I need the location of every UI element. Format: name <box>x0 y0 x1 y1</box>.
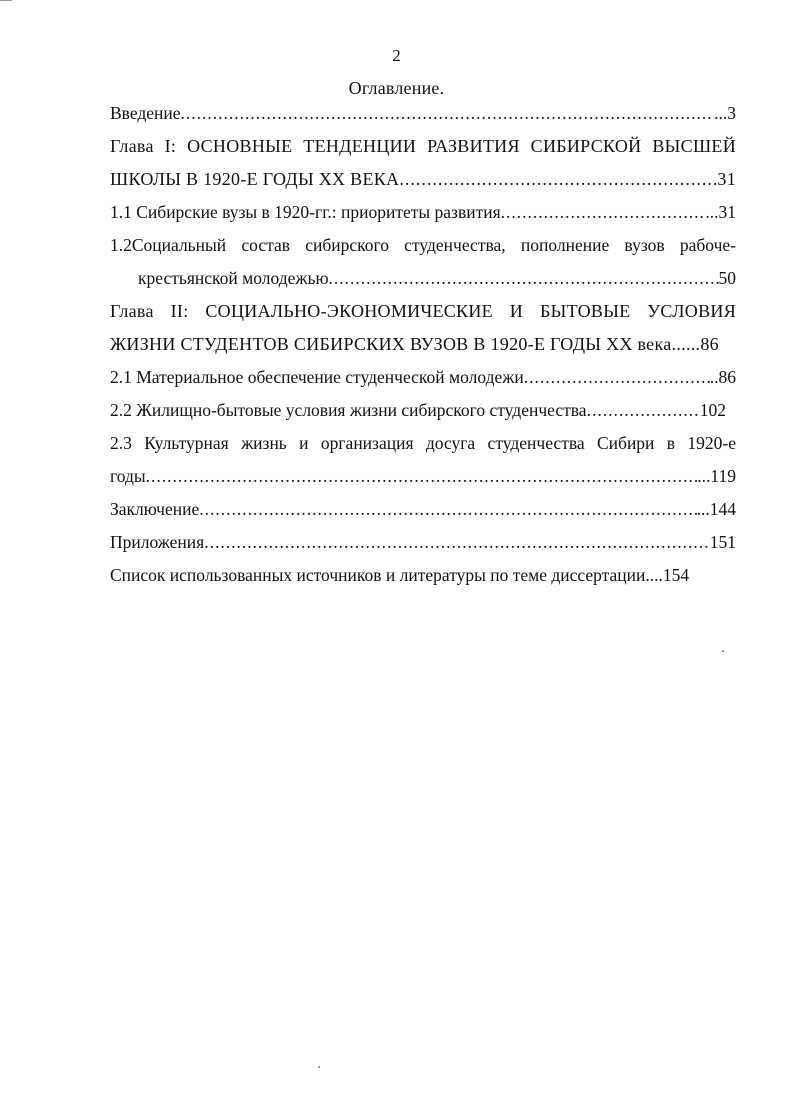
toc-entry-section-1-1[interactable] <box>110 196 736 229</box>
toc-entry-page: ...3 <box>714 103 736 123</box>
toc-entry-section-2-3-line2[interactable] <box>110 460 736 493</box>
leader-dots <box>199 493 696 526</box>
scan-speck <box>318 1066 320 1068</box>
toc-entry-section-2-3-line1[interactable] <box>110 427 736 460</box>
toc-entry-label: годы <box>110 466 146 486</box>
toc-entry-label: ЖИЗНИ СТУДЕНТОВ СИБИРСКИХ ВУЗОВ В 1920-Е ГОДЫ XX века <box>110 334 672 354</box>
toc-entry-label: Заключение <box>110 499 200 519</box>
toc-entry-page: ..86 <box>709 367 736 387</box>
toc-entry-page: ...144 <box>696 499 736 519</box>
leader-dots <box>329 262 719 295</box>
toc-entry-label: крестьянской молодежью <box>138 268 329 288</box>
toc-entry-section-1-2-line1[interactable] <box>110 229 736 262</box>
toc-title: Оглавление. <box>348 78 445 98</box>
toc-entry-appendix[interactable] <box>110 526 736 559</box>
toc-entry-chapter2-line2[interactable] <box>110 328 736 361</box>
toc-entry-section-1-2-line2[interactable] <box>110 262 736 295</box>
scan-edge-mark <box>0 0 12 1</box>
leader-dots <box>399 163 717 196</box>
toc-entry-page: 50 <box>718 268 736 288</box>
toc-entry-chapter1-line1[interactable] <box>110 130 736 163</box>
toc-entry-label: Глава I: ОСНОВНЫЕ ТЕНДЕНЦИИ РАЗВИТИЯ СИБИРСКОЙ ВЫСШЕЙ <box>110 136 736 156</box>
toc-entry-page: ......86 <box>671 334 719 354</box>
leader-dots <box>181 97 715 130</box>
toc-entry-sources[interactable] <box>110 559 736 592</box>
leader-dots <box>501 196 706 229</box>
toc-entry-label: 2.1 Материальное обеспечение студенческой молодежи <box>110 367 524 387</box>
toc-entry-section-2-1[interactable] <box>110 361 736 394</box>
scan-speck <box>722 650 724 652</box>
toc-entry-label: 1.1 Сибирские вузы в 1920-гг.: приоритеты развития <box>110 202 501 222</box>
toc-entry-conclusion[interactable] <box>110 493 736 526</box>
leader-dots <box>524 361 710 394</box>
toc-entry-label: Список использованных источников и литературы по теме диссертации....154 <box>110 565 690 585</box>
toc-entry-label: Введение <box>110 103 181 123</box>
toc-entry-label: 1.2Социальный состав сибирского студенчества, пополнение вузов рабоче- <box>110 235 736 255</box>
toc-entry-label: ШКОЛЫ В 1920-Е ГОДЫ XX ВЕКА <box>110 169 400 189</box>
page-number: 2 <box>392 46 401 65</box>
toc-entry-label: Глава II: СОЦИАЛЬНО-ЭКОНОМИЧЕСКИЕ И БЫТОВЫЕ УСЛОВИЯ <box>110 301 736 321</box>
toc-entry-page: 31 <box>717 169 736 189</box>
table-of-contents <box>110 97 736 592</box>
toc-entry-label: 2.2 Жилищно-бытовые условия жизни сибирского студенчества <box>110 400 587 420</box>
toc-entry-page: ...119 <box>697 466 736 486</box>
toc-entry-page: 102 <box>699 400 726 420</box>
toc-entry-section-2-2[interactable] <box>110 394 726 427</box>
leader-dots <box>204 526 710 559</box>
toc-entry-chapter2-line1[interactable] <box>110 295 736 328</box>
leader-dots <box>146 460 698 493</box>
toc-entry-page: 151 <box>709 532 736 552</box>
toc-entry-chapter1-line2[interactable] <box>110 163 736 196</box>
toc-entry-label: 2.3 Культурная жизнь и организация досуга студенчества Сибири в 1920-е <box>110 433 736 453</box>
toc-entry-label: Приложения <box>110 532 205 552</box>
toc-entry-page: ...31 <box>705 202 736 222</box>
toc-entry-intro[interactable] <box>110 97 736 130</box>
leader-dots <box>587 394 700 427</box>
